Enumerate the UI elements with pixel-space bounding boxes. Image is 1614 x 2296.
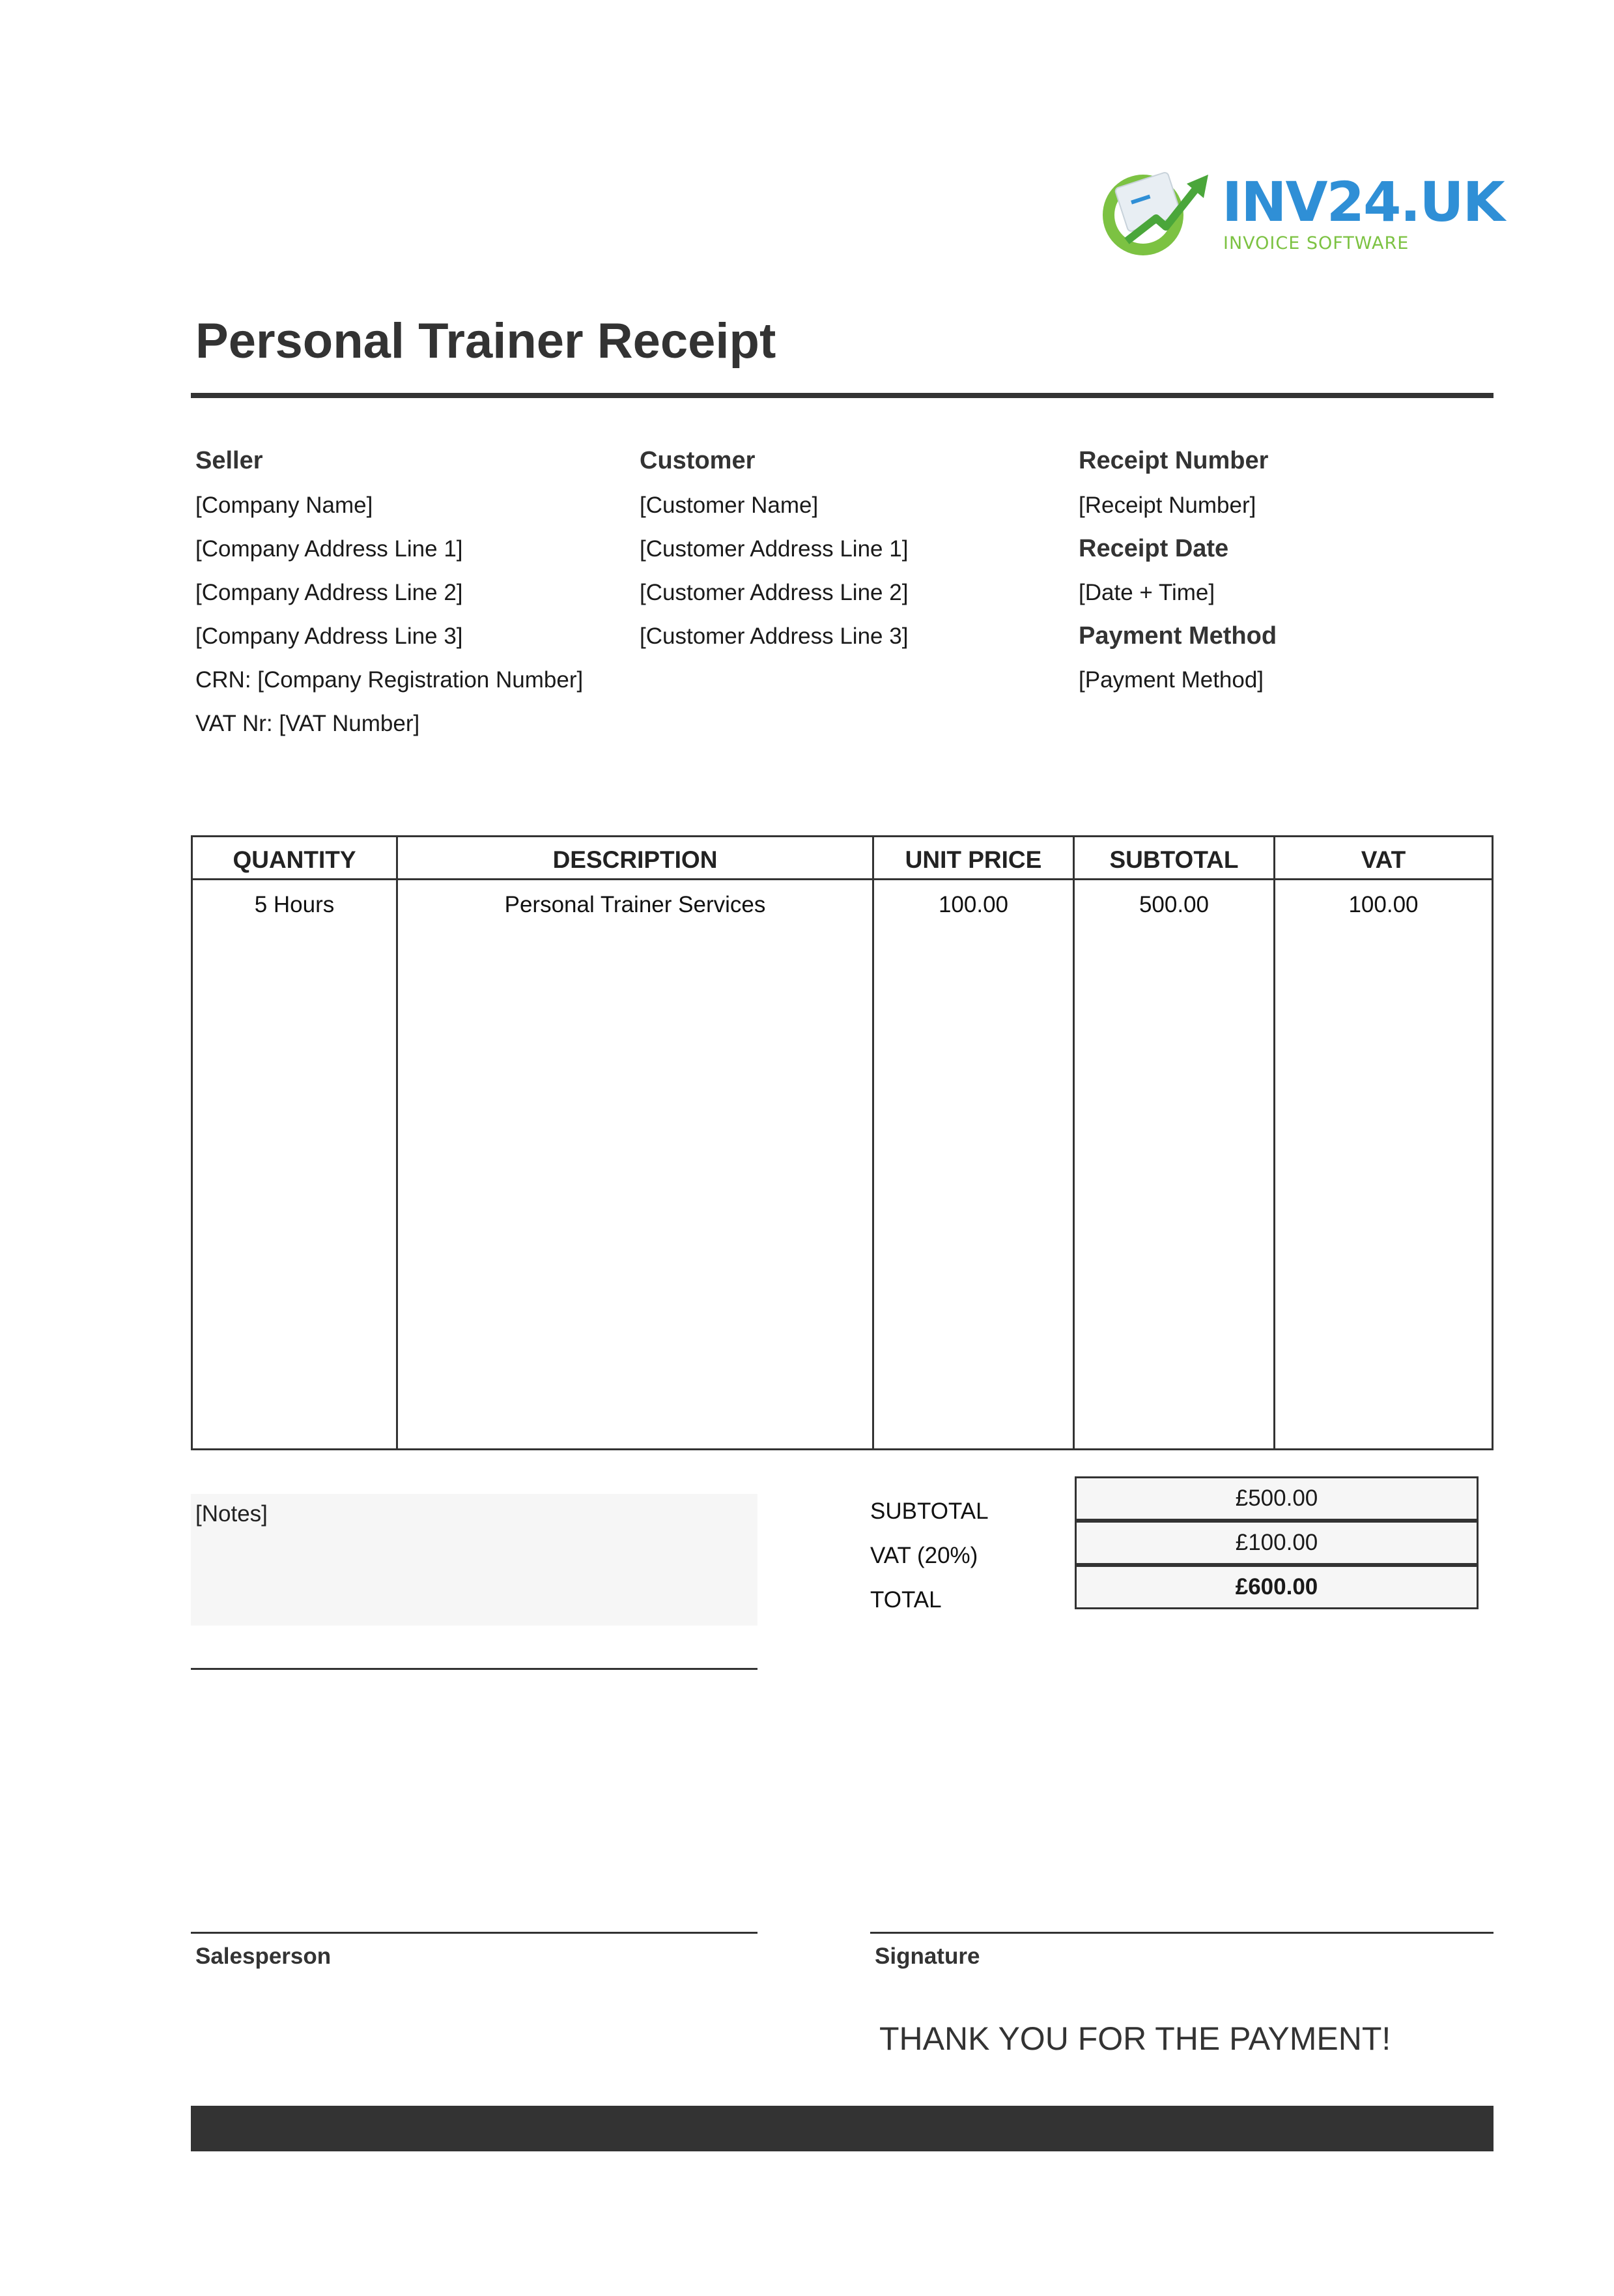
- logo-subtitle: INVOICE SOFTWARE: [1223, 233, 1409, 253]
- row-vat: 100.00: [1348, 892, 1419, 917]
- notes-text: [Notes]: [195, 1501, 268, 1527]
- seller-heading: Seller: [195, 447, 263, 474]
- customer-address-2: [Customer Address Line 2]: [640, 580, 909, 605]
- column-divider: [396, 837, 398, 1448]
- customer-heading: Customer: [640, 447, 756, 474]
- total-label: TOTAL: [870, 1587, 942, 1613]
- notes-divider: [191, 1668, 757, 1670]
- seller-address-1: [Company Address Line 1]: [195, 536, 463, 562]
- payment-method-heading: Payment Method: [1079, 622, 1277, 650]
- logo-text: INV24.UK: [1222, 170, 1504, 234]
- seller-address-3: [Company Address Line 3]: [195, 624, 463, 649]
- row-unit-price: 100.00: [938, 892, 1009, 917]
- customer-address-1: [Customer Address Line 1]: [640, 536, 909, 562]
- header-unit-price: UNIT PRICE: [905, 846, 1042, 873]
- customer-address-3: [Customer Address Line 3]: [640, 624, 909, 649]
- row-description: Personal Trainer Services: [504, 892, 766, 917]
- salesperson-label: Salesperson: [195, 1944, 332, 1969]
- header-vat: VAT: [1361, 846, 1406, 873]
- title-divider: [191, 393, 1494, 398]
- items-table: [191, 835, 1494, 1450]
- payment-method-value: [Payment Method]: [1079, 667, 1264, 693]
- column-divider: [872, 837, 874, 1448]
- row-quantity: 5 Hours: [254, 892, 335, 917]
- logo-icon: [1101, 156, 1231, 274]
- signature-label: Signature: [875, 1944, 980, 1969]
- column-divider: [1073, 837, 1075, 1448]
- receipt-date-value: [Date + Time]: [1079, 580, 1215, 605]
- customer-name: [Customer Name]: [640, 493, 819, 518]
- seller-company-name: [Company Name]: [195, 493, 373, 518]
- seller-address-2: [Company Address Line 2]: [195, 580, 463, 605]
- row-subtotal: 500.00: [1139, 892, 1210, 917]
- header-subtotal: SUBTOTAL: [1109, 846, 1239, 873]
- total-value: £600.00: [1075, 1565, 1479, 1609]
- seller-vat-number: VAT Nr: [VAT Number]: [195, 711, 420, 736]
- salesperson-line: [191, 1932, 757, 1934]
- vat-label: VAT (20%): [870, 1543, 978, 1568]
- header-description: DESCRIPTION: [552, 846, 718, 873]
- header-quantity: QUANTITY: [233, 846, 356, 873]
- thank-you-message: THANK YOU FOR THE PAYMENT!: [879, 2020, 1391, 2057]
- vat-value: £100.00: [1075, 1521, 1479, 1565]
- notes-box: [191, 1494, 757, 1626]
- footer-bar: [191, 2106, 1494, 2151]
- page-title: Personal Trainer Receipt: [195, 313, 776, 369]
- receipt-number-value: [Receipt Number]: [1079, 493, 1256, 518]
- signature-line: [870, 1932, 1494, 1934]
- subtotal-label: SUBTOTAL: [870, 1499, 989, 1524]
- seller-crn: CRN: [Company Registration Number]: [195, 667, 584, 693]
- column-divider: [1273, 837, 1275, 1448]
- receipt-number-heading: Receipt Number: [1079, 447, 1269, 474]
- receipt-date-heading: Receipt Date: [1079, 535, 1229, 562]
- subtotal-value: £500.00: [1075, 1476, 1479, 1521]
